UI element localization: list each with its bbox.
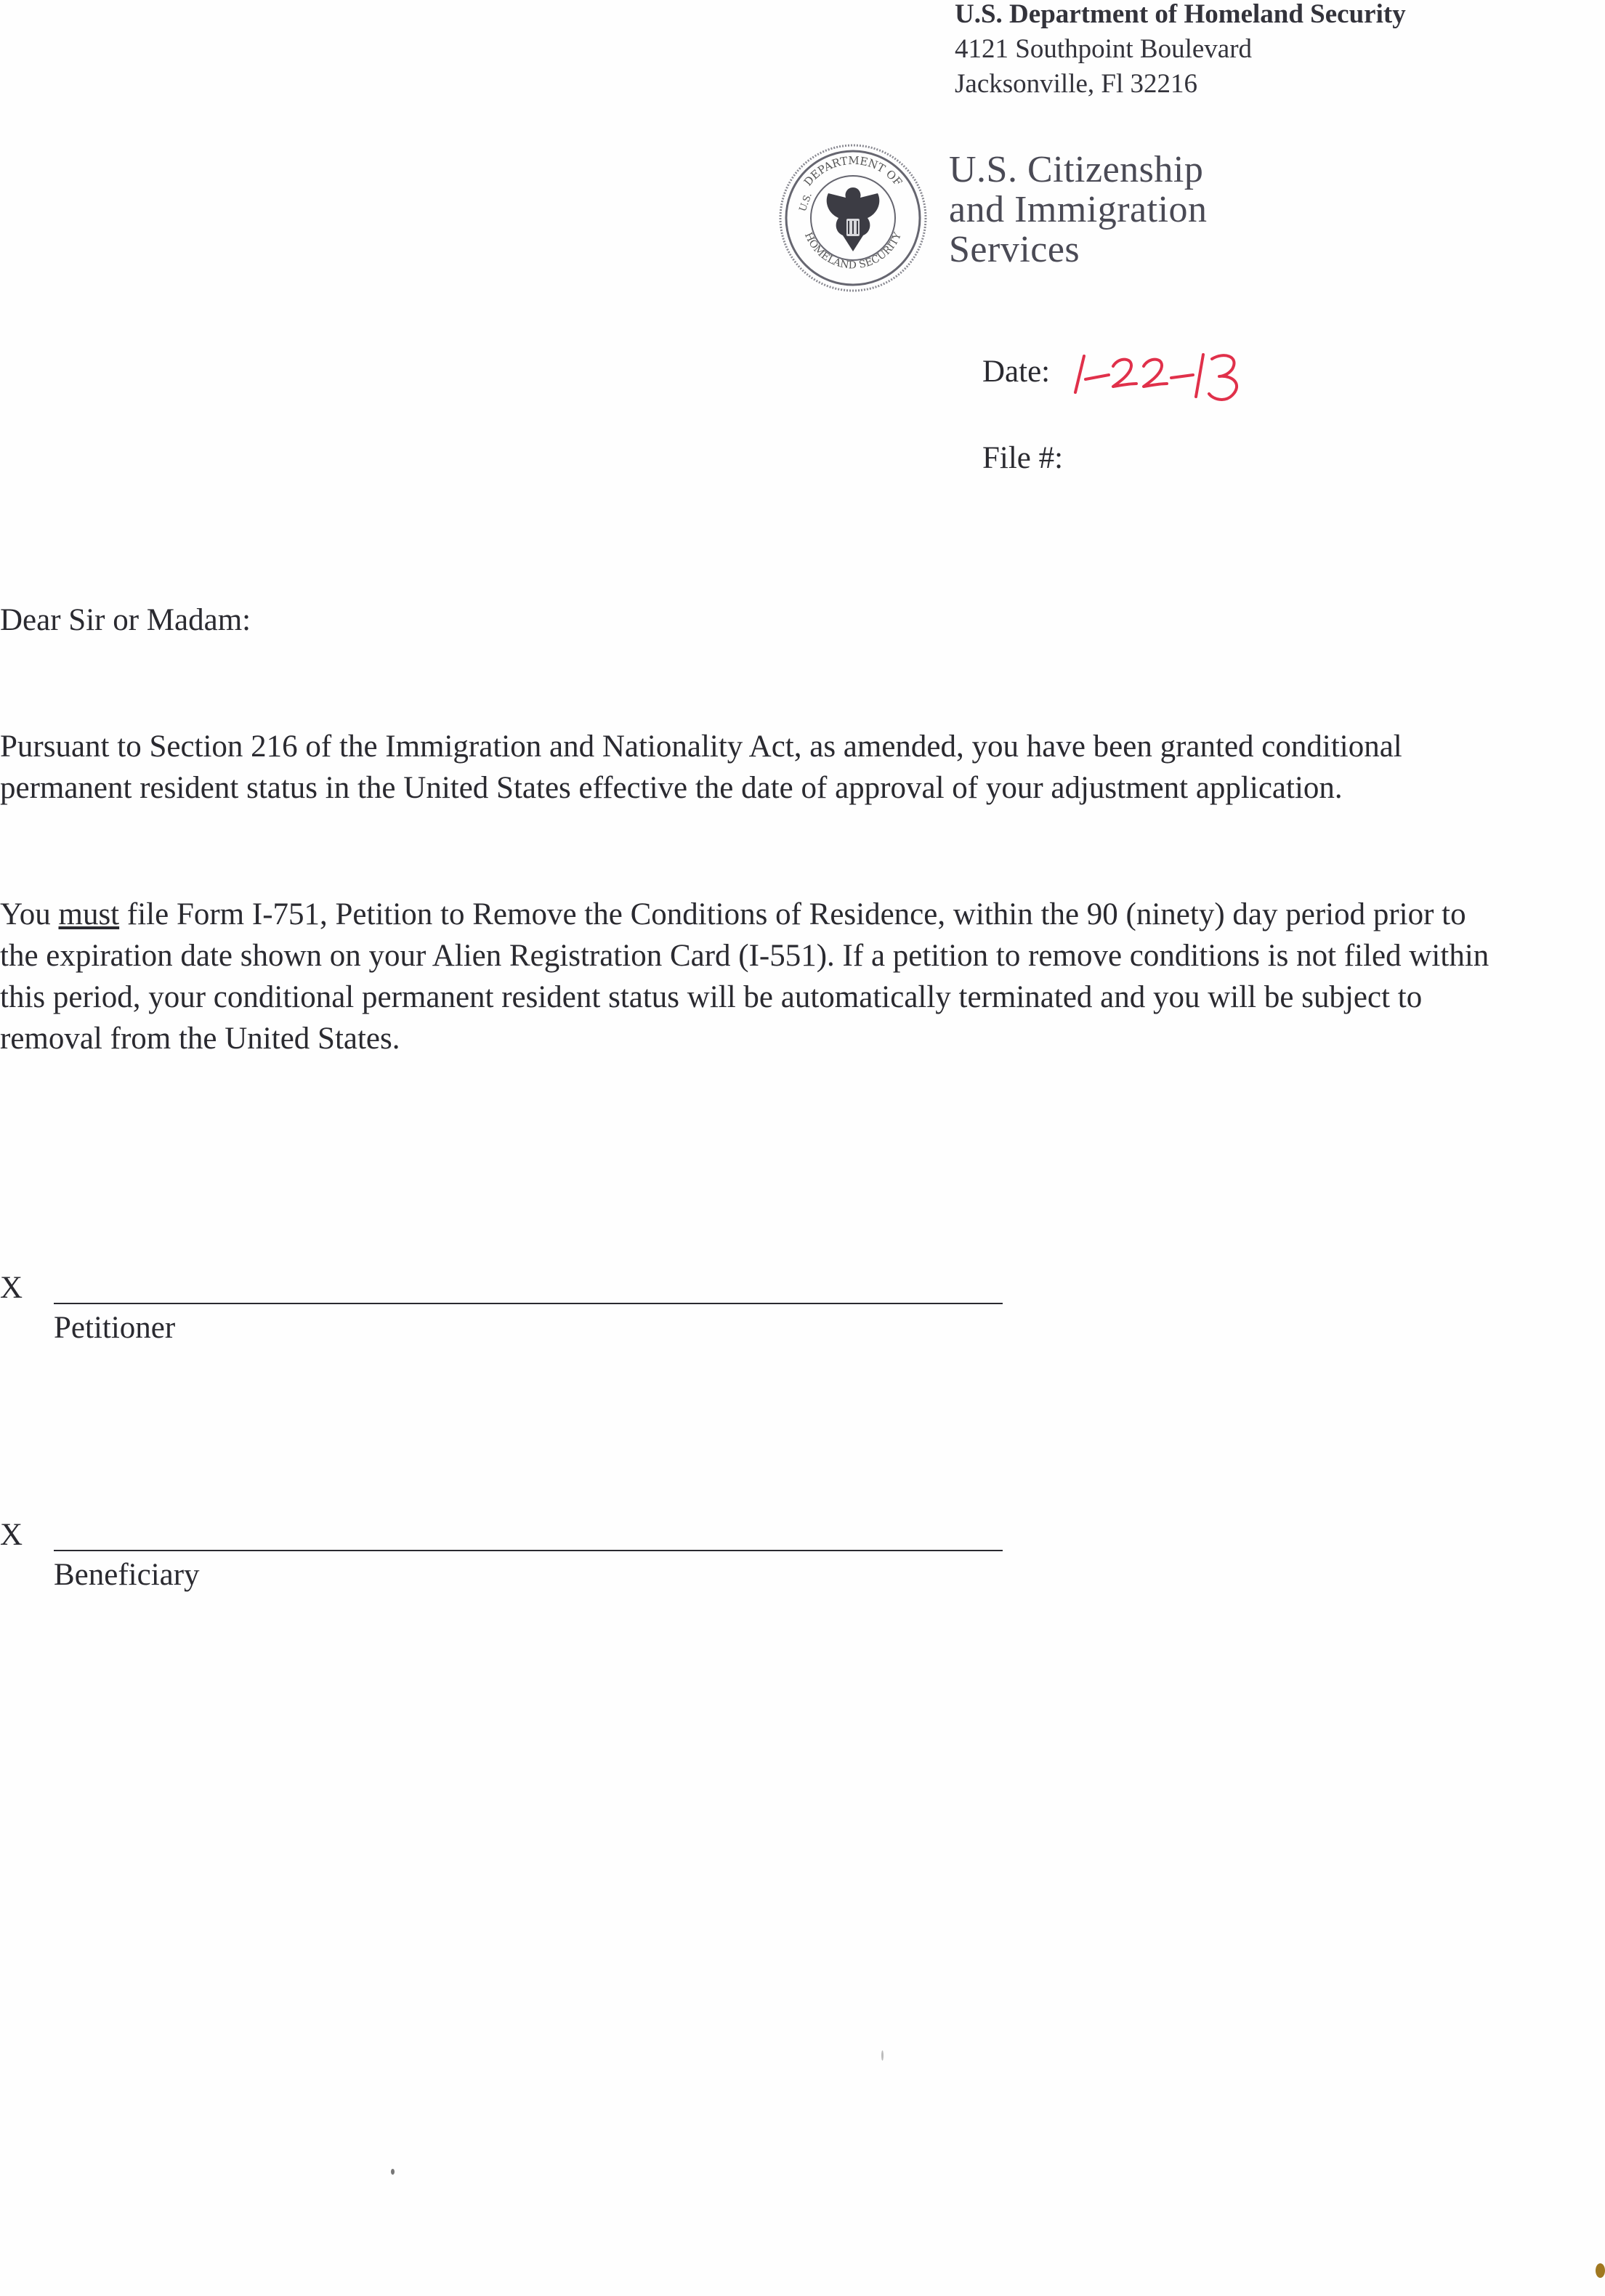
address-line-2: Jacksonville, Fl 32216 — [955, 69, 1198, 99]
handwritten-date-value — [1068, 341, 1257, 407]
scan-speck — [881, 2050, 884, 2061]
svg-text:DEPARTMENT OF — [801, 154, 905, 189]
dhs-seal-icon — [777, 142, 929, 294]
salutation: Dear Sir or Madam: — [0, 603, 251, 637]
department-name: U.S. Department of Homeland Security — [955, 0, 1406, 29]
beneficiary-label: Beneficiary — [54, 1558, 200, 1592]
signature-mark: X — [0, 1271, 23, 1305]
emphasis-must: must — [58, 897, 120, 931]
paragraph-petition-start: You — [0, 897, 59, 931]
seal-left-text: U.S. — [797, 191, 814, 214]
petitioner-signature-block — [0, 1270, 1017, 1357]
signature-mark: X — [0, 1518, 23, 1552]
beneficiary-signature-line[interactable] — [54, 1550, 1003, 1551]
file-number-label: File #: — [982, 441, 1064, 475]
agency-line-1: U.S. Citizenship — [949, 149, 1204, 190]
beneficiary-signature-block — [0, 1517, 1017, 1604]
paragraph-petition — [0, 894, 1489, 1059]
paragraph-petition-rest: file Form I-751, Petition to Remove the Conditions of Residence, within the 90 (ninety) day period prior to the expiration date shown on your Alien Registration Card (I-551). If a petition to remove conditions is not filed within this period, your conditional permanent resident status will be automatically terminated and you will be subject to removal from the United States. — [0, 897, 1489, 1056]
seal-top-text: DEPARTMENT OF — [801, 153, 905, 189]
petitioner-signature-line[interactable] — [54, 1303, 1003, 1304]
agency-line-3: Services — [949, 229, 1080, 270]
agency-name — [949, 150, 1208, 270]
paragraph-status: Pursuant to Section 216 of the Immigration and Nationality Act, as amended, you have been granted conditional permanent resident status in the United States effective the date of approval of your adjustment application. — [0, 729, 1402, 805]
address-line-1: 4121 Southpoint Boulevard — [955, 34, 1253, 64]
agency-line-2: and Immigration — [949, 189, 1208, 230]
petitioner-label: Petitioner — [54, 1311, 176, 1345]
date-label: Date: — [982, 355, 1051, 389]
scan-speck — [1596, 2263, 1605, 2278]
letterhead — [955, 0, 1406, 102]
scan-speck — [391, 2169, 395, 2175]
seal-bottom-text: HOMELAND SECURITY — [802, 230, 904, 272]
